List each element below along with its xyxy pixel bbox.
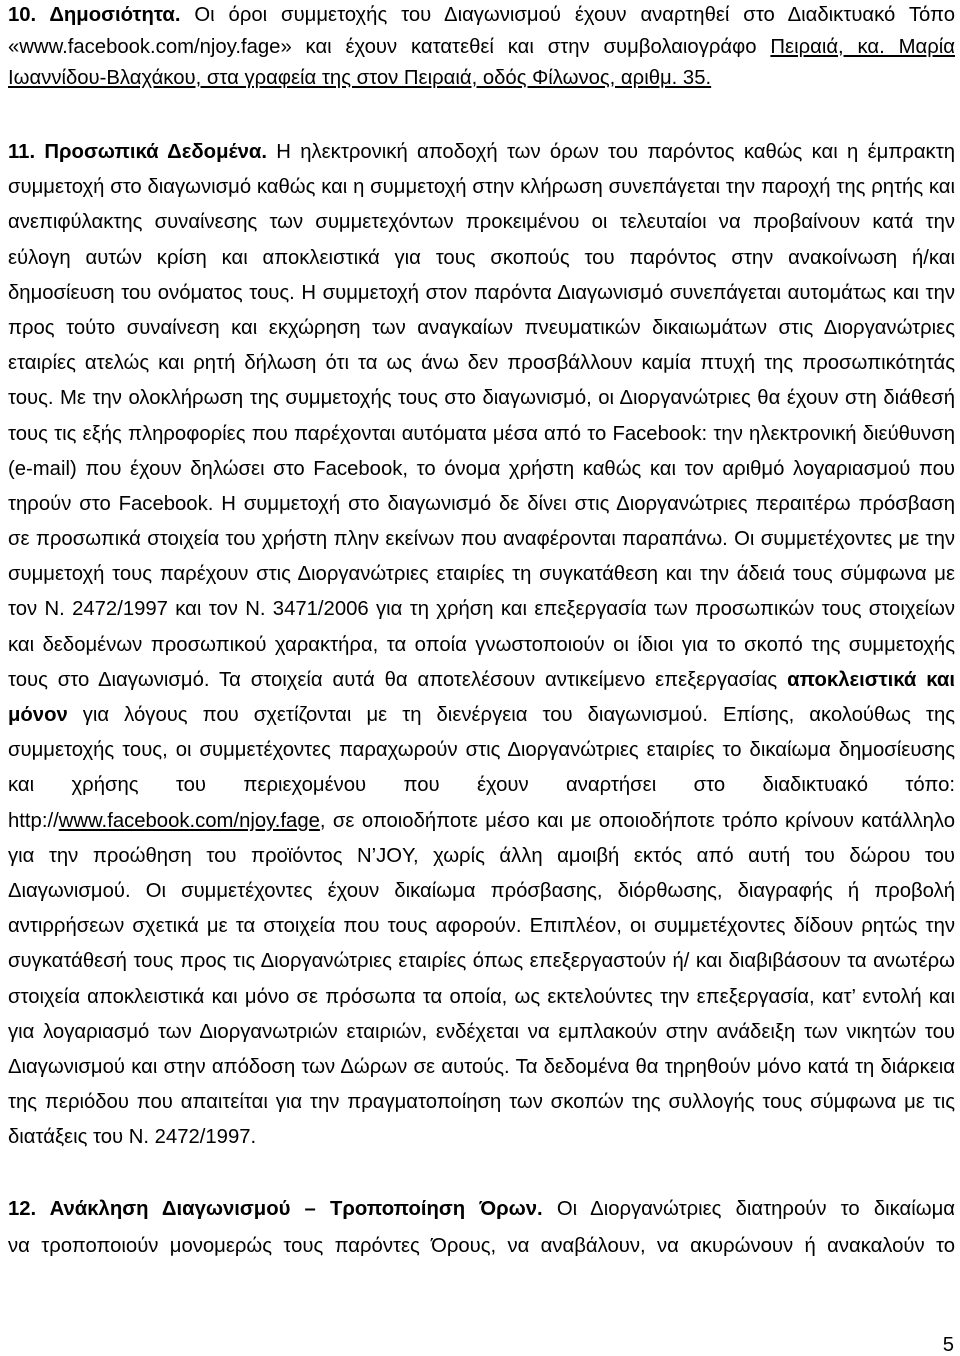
line-text — [8, 493, 955, 515]
text-run: αντιρρήσεων σχετικά με τα στοιχεία που τους αφορούν. Επιπλέον, οι συμμετέχοντες δίδουν ρητώς την — [8, 915, 955, 938]
text-line — [8, 32, 955, 64]
text-line — [8, 768, 955, 803]
section-heading: 10. Δημοσιότητα. — [8, 4, 181, 26]
text-line — [8, 276, 955, 311]
text-run: και χρήσης του περιεχομένου που έχουν αναρτήσει στο διαδικτυακό τόπο: — [8, 774, 955, 797]
text-run: της περιόδου που απαιτείται για την πραγματοποίηση των σκοπών της συλλογής τους σύμφωνα με τις — [8, 1091, 955, 1114]
section-heading: 12. Ανάκληση Διαγωνισμού – Τροποποίηση Όρων. — [8, 1198, 543, 1220]
text-line — [8, 839, 955, 874]
line-text — [8, 774, 955, 796]
line-text — [8, 880, 955, 902]
line-text — [8, 845, 955, 867]
bold-text: μόνον — [8, 704, 68, 726]
line-text — [8, 528, 955, 550]
line-text — [8, 247, 955, 269]
text-line — [8, 663, 955, 698]
line-text — [8, 4, 955, 26]
text-run: συμμετοχή τους παρέχουν στις Διοργανώτριες εταιρίες τη συγκατάθεση και την άδειά τους σύμφωνα με — [8, 563, 955, 586]
line-text — [8, 986, 955, 1008]
text-run: συμμετοχής τους, οι συμμετέχοντες παραχωρούν στις Διοργανώτριες εταιρίες το δικαίωμα δημοσίευσης — [8, 739, 955, 762]
text-line — [8, 944, 955, 979]
line-text — [8, 915, 955, 937]
text-line — [8, 452, 955, 487]
line-text — [8, 704, 955, 726]
text-run: τους τις εξής πληροφορίες που παρέχονται αυτόματα μέσα από το Facebook: την ηλεκτρονική διεύθυνση — [8, 422, 955, 445]
text-run: διατάξεις του Ν. 2472/1997. — [8, 1126, 257, 1149]
text-line — [8, 1085, 955, 1120]
text-line — [8, 733, 955, 768]
section-11-personal-data — [8, 135, 955, 1155]
text-run: συμμετοχή στο διαγωνισμό καθώς και η συμμετοχή στην κλήρωση συνεπάγεται την παροχή της ρητής και — [8, 176, 955, 199]
line-text — [8, 282, 955, 304]
line-text — [8, 950, 955, 972]
text-run: Διαγωνισμού. Οι συμμετέχοντες έχουν δικαίωμα πρόσβασης, διόρθωσης, διαγραφής ή προβολή — [8, 879, 955, 902]
text-run: για λόγους που σχετίζονται με τη διενέργεια του διαγωνισμού. Επίσης, ακολούθως της — [67, 704, 955, 726]
text-run: συγκατάθεσή τους προς τις Διοργανώτριες εταιρίες όπως επεξεργαστούν ή/ και διαβιβάσουν τα ανωτέρω — [8, 950, 955, 973]
line-text — [8, 423, 955, 445]
text-run: , σε οποιοδήποτε μέσο και με οποιοδήποτε τρόπο κρίνουν κατάλληλο — [319, 809, 955, 832]
text-line — [8, 698, 955, 733]
section-12-revocation — [8, 1191, 955, 1264]
line-text — [8, 810, 955, 832]
text-run: και δεδομένων προσωπικού χαρακτήρα, τα οποία γνωστοποιούν οι ίδιοι για το σκοπό της συμμετοχής — [8, 633, 955, 656]
text-line — [8, 1015, 955, 1050]
text-line — [8, 487, 955, 522]
text-run: εύλογη αυτών κρίση και αποκλειστικά για τους σκοπούς του παρόντος στην ανακοίνωση ή/και — [8, 246, 955, 269]
text-run: να τροποποιούν μονομερώς τους παρόντες Όρους, να αναβάλουν, να ακυρώνουν ή ανακαλούν το — [8, 1234, 955, 1257]
text-run: Οι Διοργανώτριες διατηρούν το δικαίωμα — [542, 1198, 955, 1220]
text-line — [8, 522, 955, 557]
underlined-text: www.facebook.com/njoy.fage — [58, 809, 320, 832]
line-text — [8, 211, 955, 233]
text-line — [8, 1050, 955, 1085]
line-text — [8, 1021, 955, 1043]
text-run: για λογαριασμό των Διοργανωτριών εταιριών, ενδέχεται να εμπλακούν στην ανάδειξη των νικητών του — [8, 1020, 955, 1043]
line-text — [8, 1056, 955, 1078]
text-run: τους στο Διαγωνισμό. Τα στοιχεία αυτά θα αποτελέσουν αντικείμενο επεξεργασίας — [8, 668, 788, 691]
text-line — [8, 346, 955, 381]
text-run: http:// — [8, 809, 59, 832]
line-text — [8, 317, 955, 339]
text-line — [8, 417, 955, 452]
text-line — [8, 1120, 955, 1155]
line-text — [8, 1198, 955, 1220]
text-run: Διαγωνισμού και στην απόδοση των Δώρων σε αυτούς. Τα δεδομένα θα τηρηθούν μόνο κατά τη διάρκεια — [8, 1055, 955, 1078]
text-line — [8, 874, 955, 909]
line-text — [8, 739, 955, 761]
text-line — [8, 205, 955, 240]
line-text — [8, 669, 955, 691]
text-run: προς τούτο συναίνεση και εκχώρηση των αναγκαίων πνευματικών δικαιωμάτων στις Διοργανώτριες — [8, 316, 955, 339]
line-text — [8, 634, 955, 656]
text-line — [8, 804, 955, 839]
text-run: «www.facebook.com/njoy.fage» και έχουν κατατεθεί και στην συμβολαιογράφο — [8, 35, 771, 58]
text-run: στοιχεία αποκλειστικά και μόνο σε πρόσωπα τα οποία, ως εκτελούντες την επεξεργασία, κατ’ εντολή και — [8, 985, 955, 1008]
text-line — [8, 170, 955, 205]
line-text — [8, 1091, 955, 1113]
text-line — [8, 557, 955, 592]
text-run: σε προσωπικά στοιχεία του χρήστη πλην εκείνων που αναφέρονται παραπάνω. Οι συμμετέχοντες με την — [8, 528, 955, 551]
line-text — [8, 352, 955, 374]
section-10-publicity — [8, 0, 955, 95]
line-text — [8, 176, 955, 198]
text-line — [8, 0, 955, 32]
text-line — [8, 909, 955, 944]
text-run: για την προώθηση του προϊόντος N’JOY, χωρίς άλλη αμοιβή εκτός από αυτή του δώρου του — [8, 844, 955, 867]
text-run: τηρούν στο Facebook. Η συμμετοχή στο διαγωνισμό δε δίνει στις Διοργανώτριες περαιτέρω πρόσβαση — [8, 492, 955, 515]
line-text — [8, 1126, 256, 1148]
section-heading: 11. Προσωπικά Δεδομένα. — [8, 141, 268, 163]
text-run: τους. Με την ολοκλήρωση της συμμετοχής τους στο διαγωνισμό, οι Διοργανώτριες θα έχουν στη διάθεσή — [8, 387, 955, 410]
text-run: (e-mail) που έχουν δηλώσει στο Facebook, το όνομα χρήστη καθώς και τον αριθμό λογαριασμού που — [8, 457, 955, 480]
text-line — [8, 241, 955, 276]
text-line — [8, 1191, 955, 1228]
line-text — [8, 67, 711, 89]
text-run: Οι όροι συμμετοχής του Διαγωνισμού έχουν αναρτηθεί στο Διαδικτυακό Τόπο — [180, 4, 955, 26]
line-text — [8, 1235, 955, 1257]
text-line — [8, 980, 955, 1015]
line-text — [8, 563, 955, 585]
text-run: δημοσίευση του ονόματος τους. Η συμμετοχή στον παρόντα Διαγωνισμό συνεπάγεται αυτομάτως και την — [8, 281, 955, 304]
text-line — [8, 592, 955, 627]
text-line — [8, 381, 955, 416]
text-line — [8, 1228, 955, 1265]
text-run: ανεπιφύλακτης συναίνεσης των συμμετεχόντων προκειμένου οι τελευταίοι να προβαίνουν κατά την — [8, 211, 955, 234]
text-line — [8, 63, 955, 95]
text-line — [8, 311, 955, 346]
underlined-text: Πειραιά, κα. Μαρία — [770, 35, 955, 58]
line-text — [8, 458, 955, 480]
line-text — [8, 36, 955, 58]
bold-text: αποκλειστικά και — [787, 668, 955, 691]
line-text — [8, 598, 955, 620]
line-text — [8, 387, 955, 409]
text-line — [8, 135, 955, 170]
line-text — [8, 141, 955, 163]
text-line — [8, 628, 955, 663]
text-run: εταιρίες ατελώς και ρητή δήλωση ότι τα ως άνω δεν προσβάλλουν καμία πτυχή της προσωπικότητάς — [8, 352, 955, 375]
underlined-text: Ιωαννίδου-Βλαχάκου, στα γραφεία της στον Πειραιά, οδός Φίλωνος, αριθμ. 35. — [8, 67, 712, 89]
page-number: 5 — [942, 1334, 954, 1356]
text-run: Η ηλεκτρονική αποδοχή των όρων του παρόντος καθώς και η έμπρακτη — [267, 141, 955, 163]
text-run: τον Ν. 2472/1997 και τον Ν. 3471/2006 για τη χρήση και επεξεργασία των προσωπικών τους στοιχείων — [8, 598, 955, 621]
